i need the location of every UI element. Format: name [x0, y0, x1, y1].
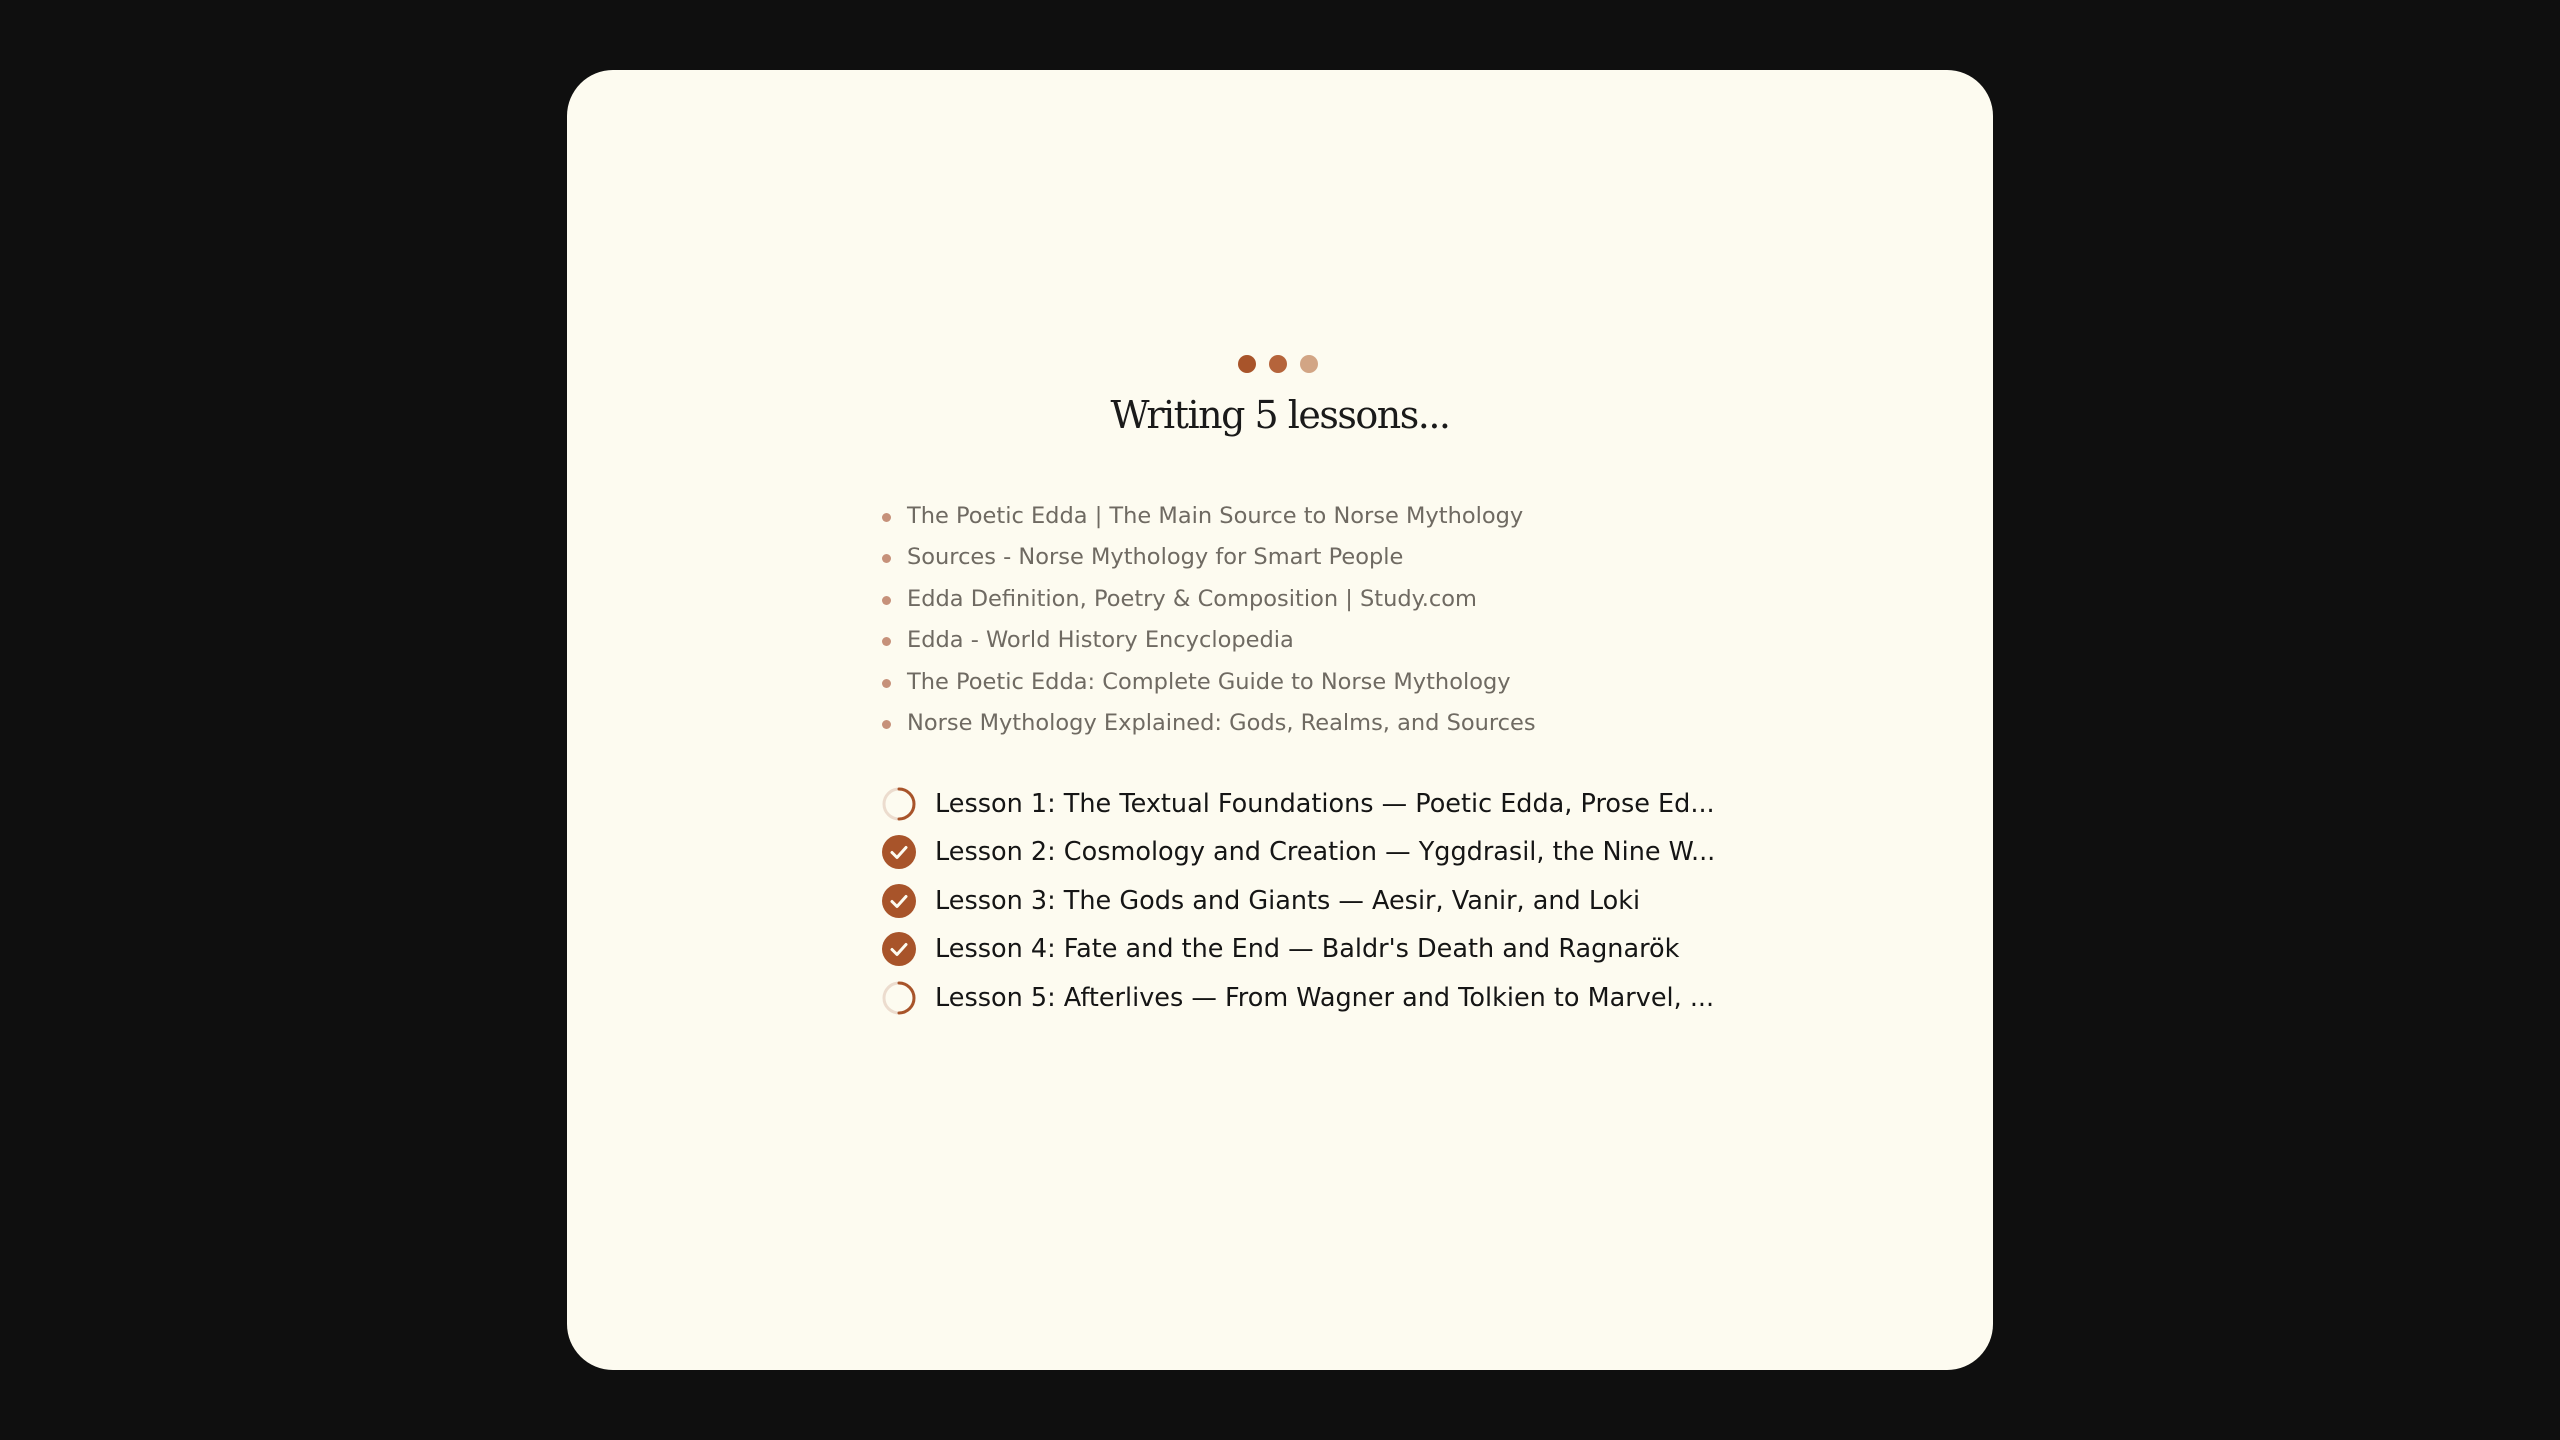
bullet-icon [882, 720, 891, 729]
loading-dot [1269, 355, 1287, 373]
source-item [880, 662, 1536, 703]
lesson-label: Lesson 3: The Gods and Giants — Aesir, Vanir, and Loki [935, 885, 1641, 916]
source-item [880, 496, 1536, 537]
source-label: Edda Definition, Poetry & Composition | Study.com [907, 585, 1477, 612]
source-item [880, 579, 1536, 620]
spinner-icon [882, 981, 916, 1015]
sources-list [880, 496, 1536, 744]
status-title: Writing 5 lessons... [1110, 393, 1450, 437]
lesson-item [880, 877, 1715, 925]
lesson-label: Lesson 2: Cosmology and Creation — Yggdrasil, the Nine W... [935, 837, 1716, 868]
bullet-icon [882, 513, 891, 522]
loading-dot [1238, 355, 1256, 373]
source-item [880, 703, 1536, 744]
check-circle-icon [882, 835, 916, 869]
lesson-label: Lesson 1: The Textual Foundations — Poetic Edda, Prose Ed... [935, 789, 1715, 819]
source-label: Edda - World History Encyclopedia [907, 627, 1294, 654]
bullet-icon [882, 554, 891, 563]
lesson-item [880, 828, 1715, 876]
lesson-item [880, 780, 1715, 828]
bullet-icon [882, 679, 891, 688]
bullet-icon [882, 637, 891, 646]
lesson-item [880, 925, 1715, 973]
lessons-list [880, 780, 1715, 1022]
check-circle-icon [882, 884, 916, 918]
source-label: Norse Mythology Explained: Gods, Realms, and Sources [907, 709, 1536, 736]
lesson-label: Lesson 4: Fate and the End — Baldr's Death and Ragnarök [935, 934, 1680, 965]
loading-dots [1238, 355, 1322, 375]
spinner-icon [882, 787, 916, 821]
source-label: The Poetic Edda: Complete Guide to Norse Mythology [907, 668, 1511, 695]
lesson-label: Lesson 5: Afterlives — From Wagner and Tolkien to Marvel, ... [935, 982, 1715, 1013]
loading-dot [1300, 355, 1318, 373]
bullet-icon [882, 596, 891, 605]
source-item [880, 620, 1536, 661]
lesson-item [880, 974, 1715, 1022]
source-label: The Poetic Edda | The Main Source to Norse Mythology [907, 503, 1524, 529]
source-label: Sources - Norse Mythology for Smart People [907, 544, 1404, 571]
source-item [880, 537, 1536, 578]
check-circle-icon [882, 932, 916, 966]
